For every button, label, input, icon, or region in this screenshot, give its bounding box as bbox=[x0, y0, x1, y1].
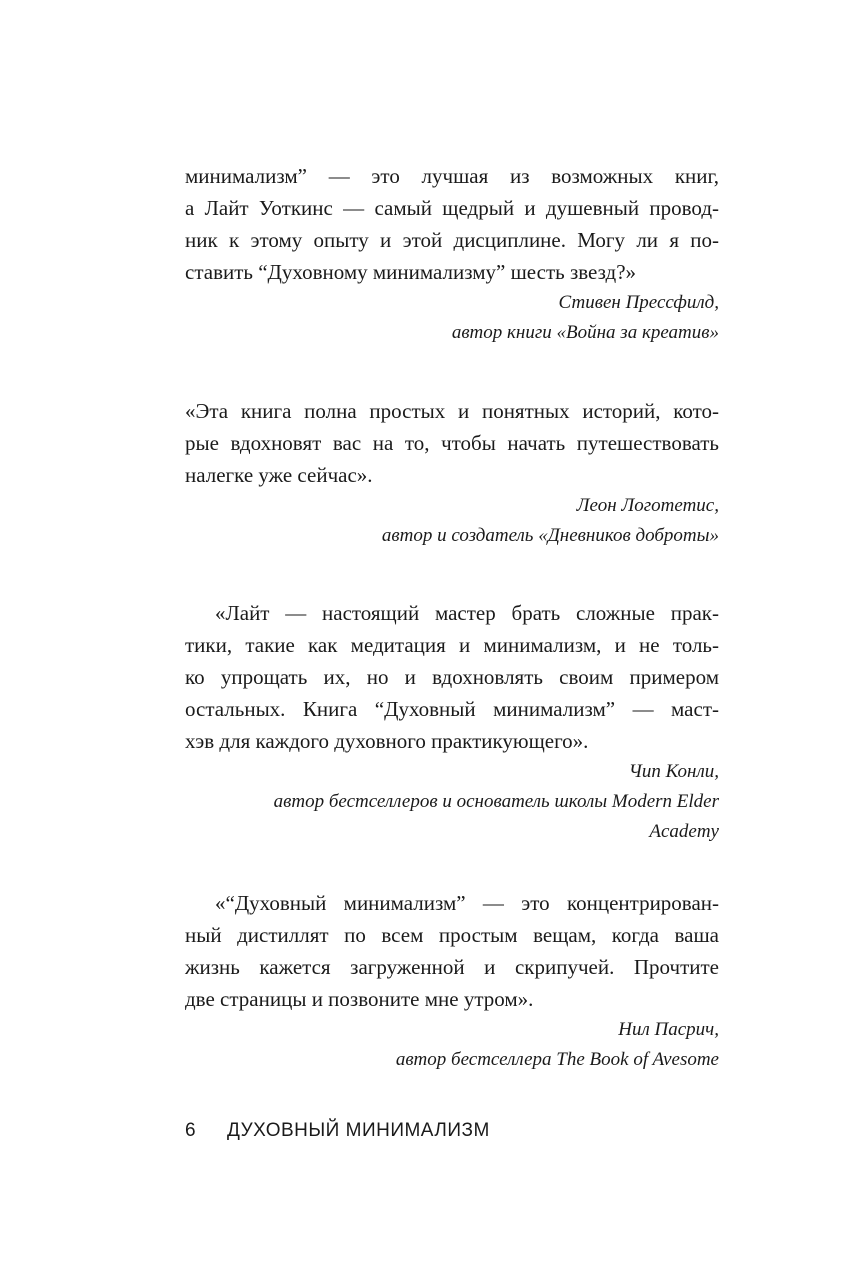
quote-1-line-4: ставить “Духовному минимализму” шесть звезд?» bbox=[185, 260, 637, 284]
quote-2-line-2: рые вдохновят вас на то, чтобы начать путешествовать bbox=[185, 431, 719, 455]
page-footer bbox=[185, 1116, 490, 1146]
quote-1-line-1: минимализм” — это лучшая из возможных книг, bbox=[185, 164, 719, 188]
quote-3-line-4: остальных. Книга “Духовный минимализм” — маст- bbox=[185, 697, 719, 721]
quote-1-author: Стивен Прессфилд, bbox=[558, 292, 719, 313]
quote-4-role: автор бестселлера The Book of Avesome bbox=[395, 1049, 719, 1070]
running-title: ДУХОВНЫЙ МИНИМАЛИЗМ bbox=[227, 1120, 490, 1141]
quote-4-author: Нил Пасрич, bbox=[618, 1019, 719, 1040]
quote-1-line-3: ник к этому опыту и этой дисциплине. Могу ли я по- bbox=[185, 228, 719, 252]
quote-2-line-1: «Эта книга полна простых и понятных историй, кото- bbox=[185, 399, 719, 423]
quote-4-line-3: жизнь кажется загруженной и скрипучей. Прочтите bbox=[185, 955, 719, 979]
quote-2-line-3: налегке уже сейчас». bbox=[185, 463, 373, 487]
quote-4-line-1: «“Духовный минимализм” — это концентрирован- bbox=[215, 891, 719, 915]
page-number: 6 bbox=[185, 1120, 197, 1141]
quote-1-line-2: а Лайт Уоткинс — самый щедрый и душевный провод- bbox=[185, 196, 719, 220]
quote-1-role: автор книги «Война за креатив» bbox=[451, 322, 719, 343]
quote-3-line-1: «Лайт — настоящий мастер брать сложные прак- bbox=[215, 601, 719, 625]
quote-3-line-2: тики, такие как медитация и минимализм, и не толь- bbox=[185, 633, 719, 657]
quote-3-role-line-1: автор бестселлеров и основатель школы Modern Elder bbox=[273, 791, 719, 812]
quote-2-role: автор и создатель «Дневников доброты» bbox=[381, 525, 719, 546]
quote-2 bbox=[185, 395, 719, 551]
quote-4 bbox=[185, 887, 719, 1075]
quote-1 bbox=[185, 160, 719, 348]
quote-3-author: Чип Конли, bbox=[628, 761, 719, 782]
quote-3-line-5: хэв для каждого духовного практикующего». bbox=[185, 729, 589, 753]
quote-3-line-3: ко упрощать их, но и вдохновлять своим примером bbox=[185, 665, 719, 689]
quote-2-author: Леон Логотетис, bbox=[576, 495, 719, 516]
quote-4-line-2: ный дистиллят по всем простым вещам, когда ваша bbox=[185, 923, 719, 947]
quote-4-line-4: две страницы и позвоните мне утром». bbox=[185, 987, 534, 1011]
quote-3 bbox=[185, 597, 719, 847]
quote-3-role-line-2: Academy bbox=[649, 821, 719, 842]
